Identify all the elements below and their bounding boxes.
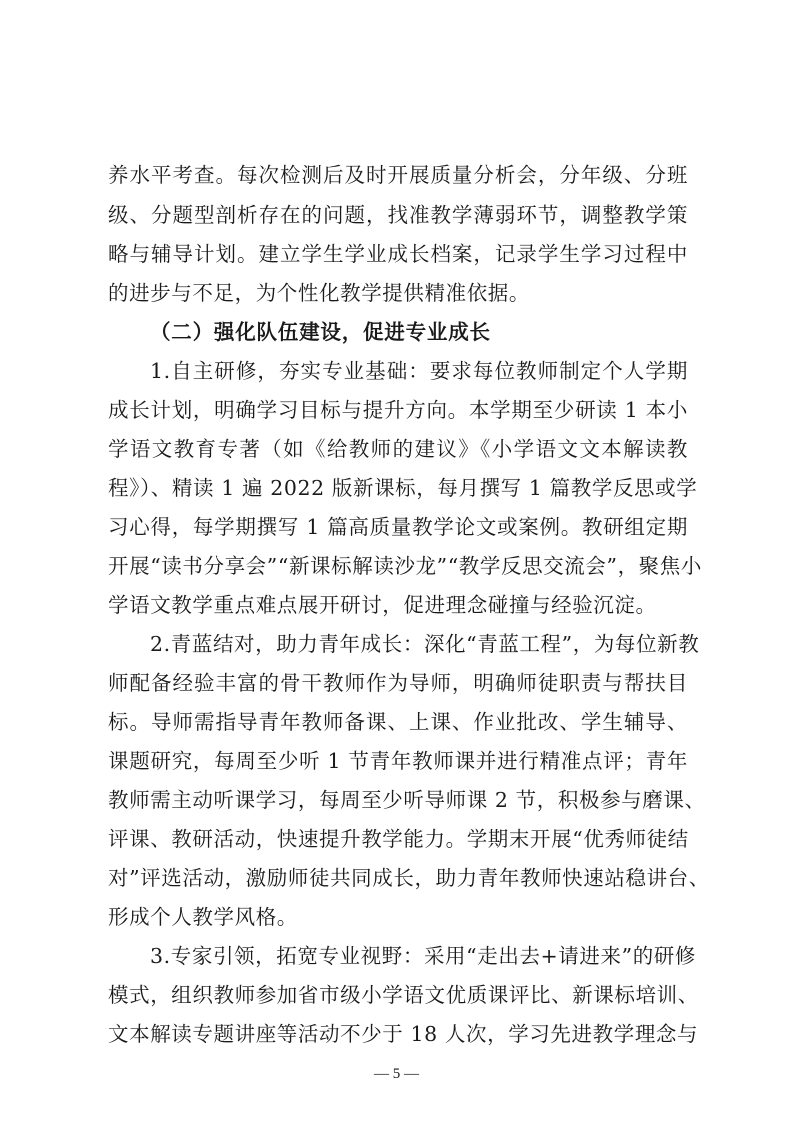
paragraph-line: 习心得，每学期撰写 1 篇高质量教学论文或案例。教研组定期 (108, 515, 688, 539)
paragraph-line: 级、分题型剖析存在的问题，找准教学薄弱环节，调整教学策 (108, 203, 688, 227)
paragraph-line: 略与辅导计划。建立学生学业成长档案，记录学生学习过程中 (108, 242, 688, 266)
paragraph-line: 学语文教育专著（如《给教师的建议》《小学语文文本解读教 (108, 437, 688, 461)
paragraph-line: 师配备经验丰富的骨干教师作为导师，明确师徒职责与帮扶目 (108, 671, 688, 695)
paragraph-line: 养水平考查。每次检测后及时开展质量分析会，分年级、分班 (108, 163, 688, 187)
paragraph-line: 标。导师需指导青年教师备课、上课、作业批改、学生辅导、 (108, 710, 688, 734)
paragraph-line: 形成个人教学风格。 (108, 905, 298, 929)
paragraph-line: 课题研究，每周至少听 1 节青年教师课并进行精准点评；青年 (108, 749, 688, 773)
paragraph-line: 对”评选活动，激励师徒共同成长，助力青年教师快速站稳讲台、 (108, 866, 710, 890)
section-heading: （二）强化队伍建设，促进专业成长 (150, 320, 491, 344)
paragraph-line: 2.青蓝结对，助力青年成长：深化“青蓝工程”，为每位新教 (150, 632, 700, 656)
paragraph-line: 开展“读书分享会”“新课标解读沙龙”“教学反思交流会”，聚焦小 (108, 554, 702, 578)
paragraph-line: 文本解读专题讲座等活动不少于 18 人次，学习先进教学理念与 (108, 1022, 699, 1046)
paragraph-line: 3.专家引领，拓宽专业视野：采用“走出去+请进来”的研修 (150, 944, 696, 968)
page-number: — 5 — (374, 1066, 419, 1082)
paragraph-line: 评课、教研活动，快速提升教学能力。学期末开展“优秀师徒结 (108, 827, 689, 851)
paragraph-line: 学语文教学重点难点展开研讨，促进理念碰撞与经验沉淀。 (108, 593, 657, 617)
paragraph-line: 成长计划，明确学习目标与提升方向。本学期至少研读 1 本小 (108, 398, 688, 422)
paragraph-line: 教师需主动听课学习，每周至少听导师课 2 节，积极参与磨课、 (108, 788, 706, 812)
paragraph-line: 1.自主研修，夯实专业基础：要求每位教师制定个人学期 (150, 359, 688, 383)
paragraph-line: 的进步与不足，为个性化教学提供精准依据。 (108, 281, 530, 305)
paragraph-line: 程》）、精读 1 遍 2022 版新课标，每月撰写 1 篇教学反思或学 (108, 476, 698, 500)
paragraph-line: 模式，组织教师参加省市级小学语文优质课评比、新课标培训、 (108, 983, 699, 1007)
